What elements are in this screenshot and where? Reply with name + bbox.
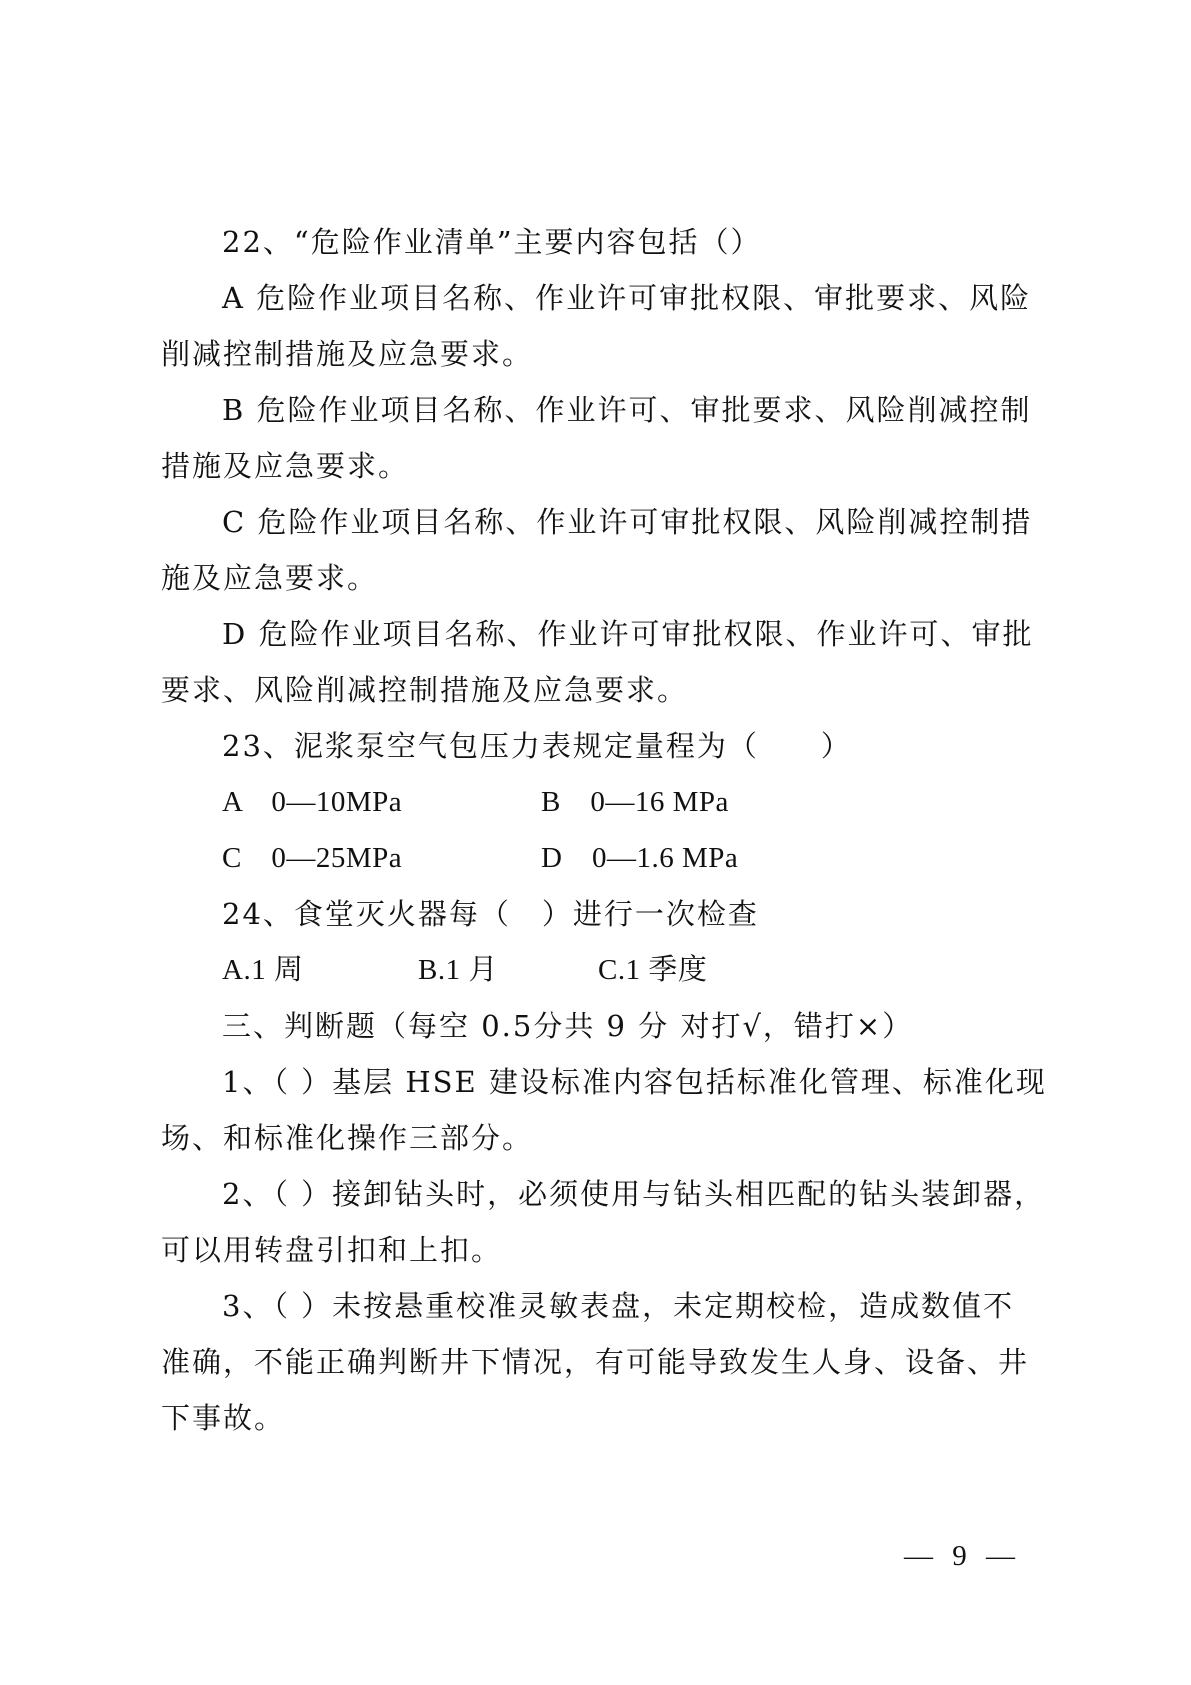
judgment-1-line1: 1、（ ）基层 HSE 建设标准内容包括标准化管理、标准化现 bbox=[222, 1065, 1047, 1099]
question-22-option-c-line1: C 危险作业项目名称、作业许可审批权限、风险削减控制措 bbox=[222, 505, 1033, 539]
question-23-option-a: A 0—10MPa bbox=[222, 786, 403, 818]
question-23-stem: 23、泥浆泵空气包压力表规定量程为（ ） bbox=[222, 729, 852, 763]
judgment-3-line3: 下事故。 bbox=[161, 1401, 286, 1435]
question-22-option-d-line1: D 危险作业项目名称、作业许可审批权限、作业许可、审批 bbox=[222, 617, 1034, 651]
question-22-option-b-line2: 措施及应急要求。 bbox=[161, 449, 410, 483]
question-23-option-b: B 0—16 MPa bbox=[541, 786, 729, 818]
page-number: — 9 — bbox=[904, 1540, 1021, 1572]
question-24-option-a: A.1 周 bbox=[222, 954, 304, 986]
question-23-option-d: D 0—1.6 MPa bbox=[541, 842, 739, 874]
question-24-option-b: B.1 月 bbox=[418, 954, 498, 986]
judgment-2-line2: 可以用转盘引扣和上扣。 bbox=[161, 1233, 503, 1267]
judgment-1-line2: 场、和标准化操作三部分。 bbox=[161, 1121, 534, 1155]
question-22-option-a-line1: A 危险作业项目名称、作业许可审批权限、审批要求、风险 bbox=[222, 281, 1032, 315]
judgment-2-line1: 2、（ ）接卸钻头时，必须使用与钻头相匹配的钻头装卸器， bbox=[222, 1177, 1046, 1211]
judgment-3-line1: 3、（ ）未按悬重校准灵敏表盘，未定期校检，造成数值不 bbox=[222, 1289, 1015, 1323]
section-heading-true-false: 三、判断题（每空 0.5分共 9 分 对打√，错打×） bbox=[222, 1009, 914, 1043]
question-24-stem: 24、食堂灭火器每（ ）进行一次检查 bbox=[222, 897, 759, 931]
question-23-option-c: C 0—25MPa bbox=[222, 842, 403, 874]
judgment-3-line2: 准确，不能正确判断井下情况，有可能导致发生人身、设备、井 bbox=[161, 1345, 1030, 1379]
question-22-stem: 22、“危险作业清单”主要内容包括（） bbox=[222, 225, 762, 259]
question-22-option-a-line2: 削减控制措施及应急要求。 bbox=[161, 337, 534, 371]
question-24-option-c: C.1 季度 bbox=[598, 954, 708, 986]
question-22-option-b-line1: B 危险作业项目名称、作业许可、审批要求、风险削减控制 bbox=[222, 393, 1032, 427]
question-22-option-c-line2: 施及应急要求。 bbox=[161, 561, 379, 595]
question-22-option-d-line2: 要求、风险削减控制措施及应急要求。 bbox=[161, 673, 689, 707]
